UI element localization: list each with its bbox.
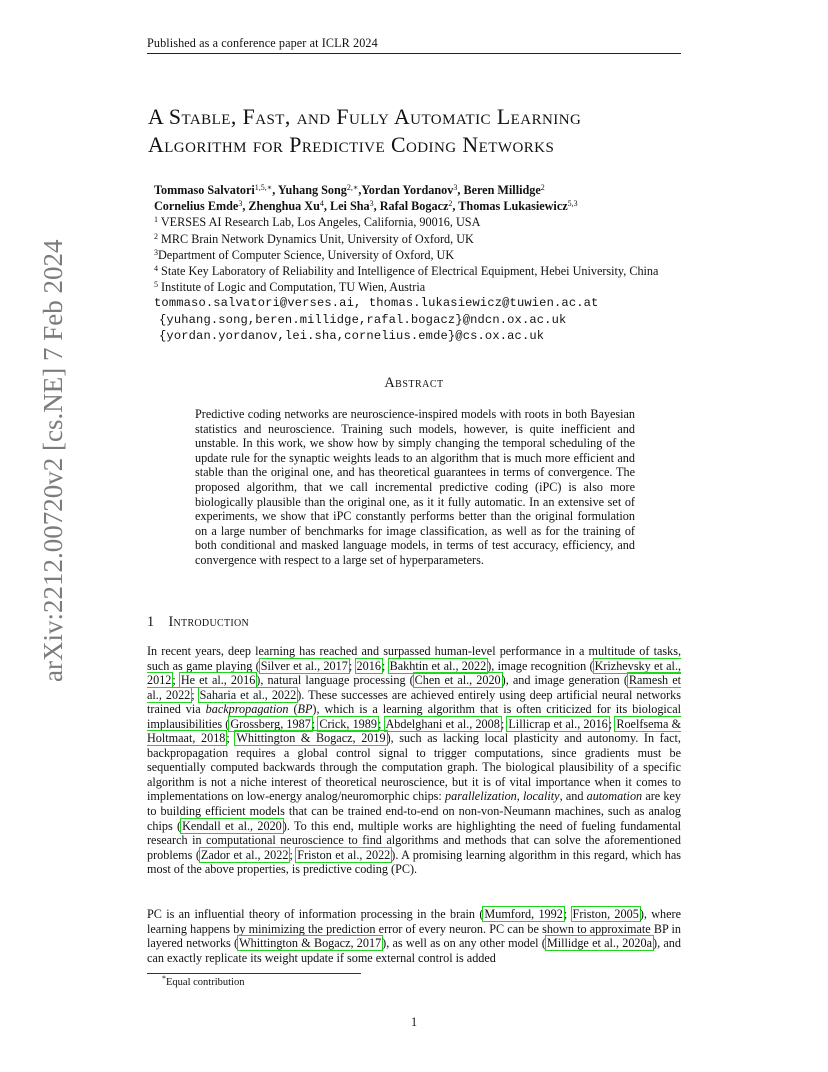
body-text: PC is an influential theory of information processing in the brain ( [147, 907, 484, 921]
author-affiliation-mark: 2,∗ [346, 183, 359, 192]
citation-link[interactable]: Saharia et al., 2022 [199, 687, 297, 702]
body-text: ), image recognition ( [487, 658, 594, 673]
citation-link[interactable]: He et al., 2016 [180, 673, 256, 688]
citation-link[interactable]: Crick, 1989 [319, 716, 377, 731]
body-text: are key to building efficient models that can be trained end-to-end on non-von-Neumann machines, such as analog chips ( [147, 789, 681, 833]
author-name: Tommaso Salvatori [154, 183, 255, 197]
author-affiliation-mark: 3 [369, 199, 374, 209]
affiliation-number: 5 [154, 280, 158, 290]
author-line-2 [154, 198, 734, 214]
citation-link[interactable]: Whittington & Bogacz, 2017 [239, 936, 382, 951]
author-name: Yordan Yordanov [361, 183, 454, 197]
affiliation-number: 4 [154, 264, 158, 274]
author-name: Cornelius Emde [154, 199, 239, 214]
citation-link[interactable]: Friston, 2005 [572, 907, 639, 921]
affiliation-item [154, 279, 734, 295]
body-text: ; [289, 847, 297, 862]
author-affiliation-mark: 3 [453, 183, 458, 192]
abstract-heading: Abstract [384, 375, 444, 391]
footnote-mark: * [162, 974, 166, 983]
author-name: Yuhang Song [277, 183, 347, 197]
email-list [154, 295, 734, 344]
abstract-text: Predictive coding networks are neuroscience-inspired models with roots in both Bayesian statistics and neuroscience. Training such models, however, is quite inefficient and unstable. In this work, we show how by simply changing the temporal scheduling of the update rule for the synaptic weights leads to an algorithm that is much more efficient and stable than the original one, and has theoretical guarantees in terms of convergence. The proposed algorithm, that we call incremental predictive coding (iPC) is also more biologically plausible than the original one, as it it fully automatic. In an extensive set of experiments, we show that iPC constantly performs better than the original formulation on a large number of benchmarks for image classification, as well as for the training of both conditional and masked language models, in terms of test accuracy, efficiency, and convergence with respect to a large set of hyperparameters. [195, 407, 635, 567]
body-text: ), as well as on any other model ( [382, 936, 546, 951]
body-text: ( [288, 702, 298, 717]
body-text: ; [226, 731, 236, 746]
body-text: ; [348, 658, 356, 673]
body-text: ), where learning happens by minimizing the prediction error of every neuron. PC can be shown to approximate BP in layered networks ( [147, 907, 681, 951]
author-affiliation-mark: 4 [319, 199, 324, 209]
email-line: {yuhang.song,beren.millidge,rafal.bogacz}@ndcn.ox.ac.uk [159, 312, 567, 327]
authors-block [154, 182, 734, 344]
body-text: ; [381, 658, 389, 673]
header-rule [147, 53, 681, 54]
affiliation-number: 1 [154, 215, 158, 225]
author-affiliation-mark: 1,5,∗ [254, 183, 273, 192]
body-text: ; [311, 716, 319, 731]
emphasized-term: locality [523, 789, 560, 804]
section-heading [147, 614, 249, 631]
affiliation-item [154, 247, 734, 263]
author-name: Beren Millidge [463, 183, 541, 197]
paper-title-line-2: Algorithm for Predictive Coding Networks [148, 133, 555, 157]
body-text: ; [377, 716, 385, 731]
affiliation-text: State Key Laboratory of Reliability and Intelligence of Electrical Equipment, Hebei University, China [158, 264, 659, 279]
paper-title [148, 103, 708, 159]
body-text: ). To this end, multiple works are highlighting the need of fueling fundamental research in computational neuroscience to find algorithms and methods that can solve the aforementioned problems ( [147, 818, 681, 862]
citation-link[interactable]: Ramesh et al., 2022 [147, 673, 682, 702]
affiliation-text: Institute of Logic and Computation, TU Wien, Austria [158, 280, 426, 295]
author-affiliation-mark: 2 [540, 183, 545, 192]
author-separator: , [452, 199, 459, 214]
affiliation-text: VERSES AI Research Lab, Los Angeles, California, 90016, USA [158, 215, 481, 230]
author-affiliation-mark: 3 [238, 199, 243, 209]
footnote-rule [147, 973, 361, 974]
body-text: ), and can exactly replicate its weight update if some external control is added [147, 936, 681, 965]
citation-link[interactable]: Lillicrap et al., 2016 [508, 716, 608, 731]
affiliation-item [154, 214, 734, 230]
section-number: 1 [147, 614, 155, 630]
citation-link[interactable]: Friston et al., 2022 [297, 847, 391, 862]
citation-link[interactable]: Roelfsema & Holtmaat, 2018 [147, 716, 682, 746]
citation-link[interactable]: Bakhtin et al., 2022 [389, 658, 487, 673]
citation-link[interactable]: Kendall et al., 2020 [182, 818, 282, 833]
citation-link[interactable]: Millidge et al., 2020a [546, 936, 653, 951]
body-text: ; [608, 716, 616, 731]
citation-link[interactable]: Grossberg, 1987 [230, 716, 311, 731]
author-separator: , [272, 183, 278, 197]
body-text: In recent years, deep learning has reached and surpassed human-level performance in a multitude of tasks, such as game playing ( [147, 644, 681, 673]
running-header: Published as a conference paper at ICLR 2024 [147, 36, 378, 50]
citation-link[interactable]: 2016 [356, 658, 381, 673]
body-text: ; [563, 907, 572, 921]
footnote-text: Equal contribution [166, 977, 245, 988]
intro-paragraph-2 [147, 907, 681, 965]
author-name: Thomas Lukasiewicz [458, 199, 568, 214]
author-affiliation-mark: 5,3 [567, 199, 578, 209]
affiliation-list [154, 214, 734, 295]
citation-link[interactable]: Krizhevsky et al., 2012 [147, 658, 682, 688]
author-separator: , [457, 183, 464, 197]
author-name: Rafal Bogacz [379, 199, 449, 214]
citation-link[interactable]: Zador et al., 2022 [200, 847, 289, 862]
body-text: ; [191, 687, 199, 702]
email-line: tommaso.salvatori@verses.ai, thomas.lukasiewicz@tuwien.ac.at [154, 296, 599, 311]
body-text: ; [500, 716, 508, 731]
intro-paragraph-1 [147, 644, 681, 877]
citation-link[interactable]: Abdelghani et al., 2008 [385, 716, 500, 731]
author-separator: , [373, 199, 380, 214]
section-title: Introduction [168, 614, 250, 630]
emphasized-term: BP [297, 702, 313, 717]
author-name: Zhenghua Xu [248, 199, 320, 214]
emphasized-term: parallelization [445, 789, 517, 804]
email-line: {yordan.yordanov,lei.sha,cornelius.emde}@cs.ox.ac.uk [159, 328, 545, 343]
page-number: 1 [410, 1015, 418, 1029]
author-separator: , [323, 199, 330, 214]
citation-link[interactable]: Chen et al., 2020 [414, 673, 501, 688]
author-name: Lei Sha [329, 199, 370, 214]
body-text: ; [172, 673, 180, 688]
author-separator: , [242, 199, 249, 214]
author-separator: , [358, 183, 362, 197]
affiliation-item [154, 231, 734, 247]
body-text: , [516, 789, 524, 804]
body-text: , and [559, 789, 587, 804]
footnote [162, 974, 245, 988]
affiliation-text: Department of Computer Science, University of Oxford, UK [158, 247, 455, 262]
citation-link[interactable]: Whittington & Bogacz, 2019 [236, 731, 386, 746]
author-line-1 [154, 182, 734, 198]
body-text: ), and image generation ( [501, 673, 628, 688]
body-text: ). These successes are achieved entirely using deep artificial neural networks trained via [147, 687, 682, 717]
body-text: ), which is a learning algorithm that is often criticized for its biological implausibilities ( [147, 702, 681, 731]
arxiv-identifier-text: arXiv:2212.00720v2 [cs.NE] 7 Feb 2024 [38, 239, 68, 682]
emphasized-term: automation [586, 789, 643, 804]
affiliation-text: MRC Brain Network Dynamics Unit, University of Oxford, UK [158, 231, 474, 246]
emphasized-term: backpropagation [205, 702, 289, 717]
body-text: ), such as lacking local plasticity and autonomy. In fact, backpropagation requires a global control signal to trigger computations, since gradients must be sequentially computed backwards through the computation graph. The biological plausibility of a specific algorithm is not a niche interest of theoretical neuroscience, but it is of vital importance when it comes to implementations on low-energy analog/neuromorphic chips: [147, 731, 681, 804]
affiliation-item [154, 263, 734, 279]
author-affiliation-mark: 2 [448, 199, 453, 209]
affiliation-number: 2 [154, 231, 158, 241]
paper-title-line-1: A Stable, Fast, and Fully Automatic Learning [148, 105, 582, 129]
body-text: ). A promising learning algorithm in this regard, which has most of the above properties, is predictive coding (PC). [147, 847, 682, 877]
body-text: ), natural language processing ( [256, 673, 414, 688]
citation-link[interactable]: Silver et al., 2017 [260, 658, 348, 673]
affiliation-number: 3 [154, 247, 158, 257]
citation-link[interactable]: Mumford, 1992 [484, 907, 563, 921]
